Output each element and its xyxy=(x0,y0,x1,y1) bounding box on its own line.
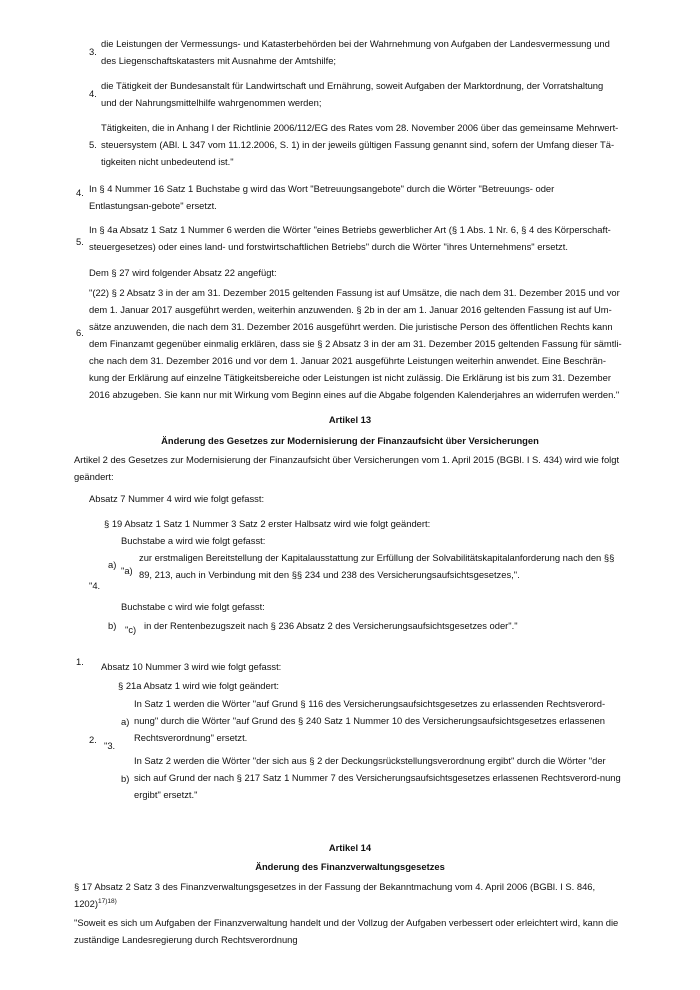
item-number: 6. xyxy=(76,327,84,338)
amendment-quote: zur erstmaligen Bereitstellung der Kapitalausstattung zur Erfüllung der Solvabilitätskapitalanforderung nach den §§ 89, 213, auch in Verbindung mit den §§ 234 und 238 des Versicherungsaufsichtsgesetzes,". xyxy=(139,552,615,580)
article-heading: Artikel 13 xyxy=(328,414,372,425)
paragraph-text: Absatz 10 Nummer 3 wird wie folgt gefasst: xyxy=(101,661,282,672)
item-number: b) xyxy=(121,773,130,784)
paragraph-text: In Satz 1 werden die Wörter "auf Grund § 116 des Versicherungsaufsichtsgesetzes zu erlassenden Rechtsverord-nung" durch die Wörter "auf Grund des § 240 Satz 1 Nummer 10 des Versicherungsaufsichtsgesetzes erlassenen Rechtsverordnung" ersetzt. xyxy=(134,698,606,743)
article-intro-text: § 17 Absatz 2 Satz 3 des Finanzverwaltungsgesetzes in der Fassung der Bekanntmachung vom 4. April 2006 (BGBl. I S. 846, 1202) xyxy=(74,881,596,909)
paragraph-text: § 21a Absatz 1 wird wie folgt geändert: xyxy=(118,680,280,691)
paragraph-text: In Satz 2 werden die Wörter "der sich aus § 2 der Deckungsrückstellungsverordnung ergibt" durch die Wörter "der sich auf Grund der nach § 217 Satz 1 Nummer 7 des Versicherungsaufsichtsgesetzes erlassenen Rechtsverord-nung ergibt" ersetzt." xyxy=(134,755,621,800)
article-intro: Artikel 2 des Gesetzes zur Modernisierung der Finanzaufsicht über Versicherungen vom 1. April 2015 (BGBl. I S. 434) wird wie folgt geändert: xyxy=(74,454,620,482)
item-number: "3. xyxy=(104,740,116,751)
paragraph-text: Absatz 7 Nummer 4 wird wie folgt gefasst: xyxy=(89,493,265,504)
item-number: a) xyxy=(121,716,130,727)
amendment-quote: "Soweit es sich um Aufgaben der Finanzverwaltung handelt und der Vollzug der Aufgaben verbessert oder erleichtert wird, kann die zuständige Landesregierung durch Rechtsverordnung xyxy=(74,917,619,945)
list-item-text: die Tätigkeit der Bundesanstalt für Landwirtschaft und Ernährung, soweit Aufgaben der Marktordnung, der Vorratshaltung und der Nahrungsmittelhilfe wahrgenommen werden; xyxy=(101,80,604,108)
item-number: "4. xyxy=(89,580,101,591)
list-item-text: die Leistungen der Vermessungs- und Katasterbehörden bei der Wahrnehmung von Aufgaben der Landesvermessung und des Liegenschaftskatasters mit Ausnahme der Amtshilfe; xyxy=(101,38,610,66)
item-number: 4. xyxy=(76,187,84,198)
item-number: 3. xyxy=(89,46,97,57)
list-item-text: In § 4a Absatz 1 Satz 1 Nummer 6 werden die Wörter "eines Betriebs gewerblicher Art (§ 1 Abs. 1 Nr. 6, § 4 des Körperschaft-steuergesetzes) oder eines land- und forstwirtschaftlichen Betriebs" durch die Wörter "ihres Unternehmens" ersetzt. xyxy=(89,224,611,252)
item-number: 5. xyxy=(89,139,97,150)
article-intro xyxy=(74,878,604,912)
item-number: 1. xyxy=(76,656,84,667)
item-number: b) xyxy=(108,620,117,631)
paragraph-text: § 19 Absatz 1 Satz 1 Nummer 3 Satz 2 erster Halbsatz wird wie folgt geändert: xyxy=(104,518,431,529)
article-heading: Artikel 14 xyxy=(328,842,372,853)
item-number: a) xyxy=(108,559,117,570)
paragraph-text: Buchstabe c wird wie folgt gefasst: xyxy=(121,601,265,612)
item-number: "c) xyxy=(125,624,137,635)
item-number: 2. xyxy=(89,734,97,745)
list-item-text: In § 4 Nummer 16 Satz 1 Buchstabe g wird das Wort "Betreuungsangebote" durch die Wörter "Betreuungs- oder Entlastungsan-gebote" ersetzt. xyxy=(89,183,555,211)
item-intro: Dem § 27 wird folgender Absatz 22 angefügt: xyxy=(89,267,277,278)
list-item-text: Tätigkeiten, die in Anhang I der Richtlinie 2006/112/EG des Rates vom 28. November 2006 über das gemeinsame Mehrwert-steuersystem (ABl. L 347 vom 11.12.2006, S. 1) in der jeweils gültigen Fassung genannt sind, sofern der Umfang dieser Tä-tigkeiten nicht unbedeutend ist." xyxy=(101,122,619,167)
item-number: 4. xyxy=(89,88,97,99)
item-number: "a) xyxy=(121,565,133,576)
article-title: Änderung des Finanzverwaltungsgesetzes xyxy=(255,861,445,872)
amendment-quote: "(22) § 2 Absatz 3 in der am 31. Dezember 2015 geltenden Fassung ist auf Umsätze, die nach dem 31. Dezember 2015 und vor dem 1. Januar 2017 ausgeführt werden, weiterhin anzuwenden. § 2b in der am 1. Januar 2016 geltenden Fassung ist auf Um-sätze anzuwenden, die nach dem 31. Dezember 2016 ausgeführt werden. Die juristische Person des öffentlichen Rechts kann dem Finanzamt gegenüber einmalig erklären, dass sie § 2 Absatz 3 in der am 31. Dezember 2015 geltenden Fassung für sämtli-che nach dem 31. Dezember 2016 und vor dem 1. Januar 2021 ausgeführte Leistungen weiterhin anwendet. Eine Beschrän-kung der Erklärung auf einzelne Tätigkeitsbereiche oder Leistungen ist nicht zulässig. Die Erklärung ist bis zum 31. Dezember 2016 abzugeben. Sie kann nur mit Wirkung vom Beginn eines auf die Abgabe folgenden Kalenderjahres an widerrufen werden." xyxy=(89,287,622,400)
footnote-ref: 17)18) xyxy=(97,897,117,905)
paragraph-text: Buchstabe a wird wie folgt gefasst: xyxy=(121,535,266,546)
amendment-quote: in der Rentenbezugszeit nach § 236 Absatz 2 des Versicherungsaufsichtsgesetzes oder"." xyxy=(144,620,518,631)
item-number: 5. xyxy=(76,236,84,247)
article-title: Änderung des Gesetzes zur Modernisierung der Finanzaufsicht über Versicherungen xyxy=(161,435,539,446)
